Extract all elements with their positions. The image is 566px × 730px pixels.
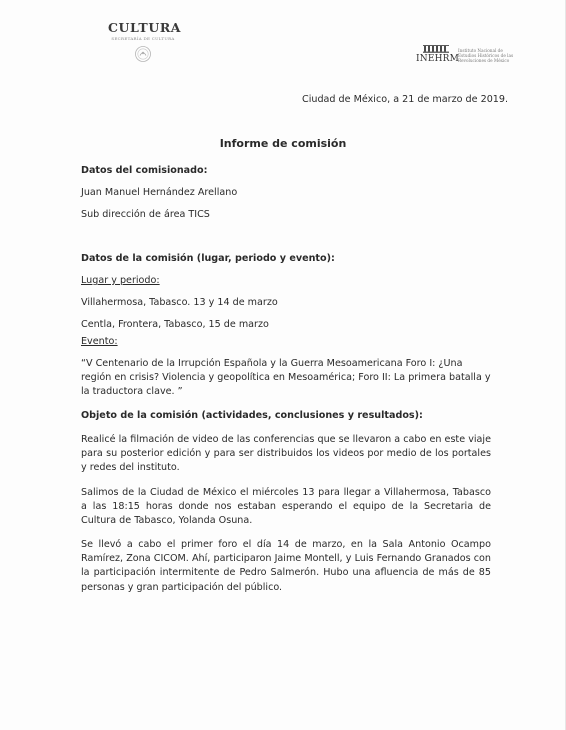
inehrm-name-line: Instituto Nacional de <box>458 48 503 53</box>
cultura-logo-subtitle: SECRETARÍA DE CULTURA <box>111 36 175 41</box>
cultura-logo-word: CULTURA <box>108 20 182 35</box>
inehrm-mark <box>416 45 460 64</box>
place-period-label: Lugar y periodo: <box>81 275 160 286</box>
event-text: “V Centenario de la Irrupción Española y la Guerra Mesoamericana Foro I: ¿Una región en crisis? Violencia y geopolítica en Mesoamérica; Foro II: La primera batalla y la traductora clave. ” <box>81 358 491 398</box>
document-title: Informe de comisión <box>219 137 347 150</box>
event-label: Evento: <box>81 336 118 347</box>
commissioner-area: Sub dirección de área TICS <box>81 209 210 220</box>
inehrm-acronym: INEHRM <box>416 54 460 64</box>
commissioner-heading: Datos del comisionado: <box>81 165 208 176</box>
commissioner-name: Juan Manuel Hernández Arellano <box>81 187 238 198</box>
inehrm-full-name <box>458 48 520 63</box>
inehrm-building-icon <box>423 45 449 53</box>
place-1: Villahermosa, Tabasco. 13 y 14 de marzo <box>81 297 278 308</box>
paragraph-2: Salimos de la Ciudad de México el miércoles 13 para llegar a Villahermosa, Tabasco a las 18:15 horas donde nos estaban esperando el equipo de la Secretaria de Cultura de Tabasco, Yolanda Osuna. <box>81 487 491 527</box>
inehrm-logo <box>410 45 530 69</box>
paragraph-3: Se llevó a cabo el primer foro el día 14 de marzo, en la Sala Antonio Ocampo Ramírez, Zona CICOM. Ahí, participaron Jaime Montell, y Luis Fernando Granados con la participación intermitente de Pedro Salmerón. Hubo una afluencia de más de 85 personas y gran participación del público. <box>81 539 491 593</box>
document-date: Ciudad de México, a 21 de marzo de 2019. <box>302 94 509 105</box>
inehrm-name-line: Estudios Históricos de las <box>458 53 514 58</box>
inehrm-name-line: Revoluciones de México <box>458 58 510 63</box>
object-heading: Objeto de la comisión (actividades, conclusiones y resultados): <box>81 410 423 421</box>
paragraph-1: Realicé la filmación de video de las conferencias que se llevaron a cabo en este viaje para su posterior edición y para ser distribuidos los videos por medio de los portales y redes del instituto. <box>81 434 491 474</box>
coat-of-arms-icon <box>134 45 152 63</box>
place-2: Centla, Frontera, Tabasco, 15 de marzo <box>81 319 269 330</box>
cultura-logo <box>108 20 182 67</box>
commission-heading: Datos de la comisión (lugar, periodo y evento): <box>81 253 335 264</box>
